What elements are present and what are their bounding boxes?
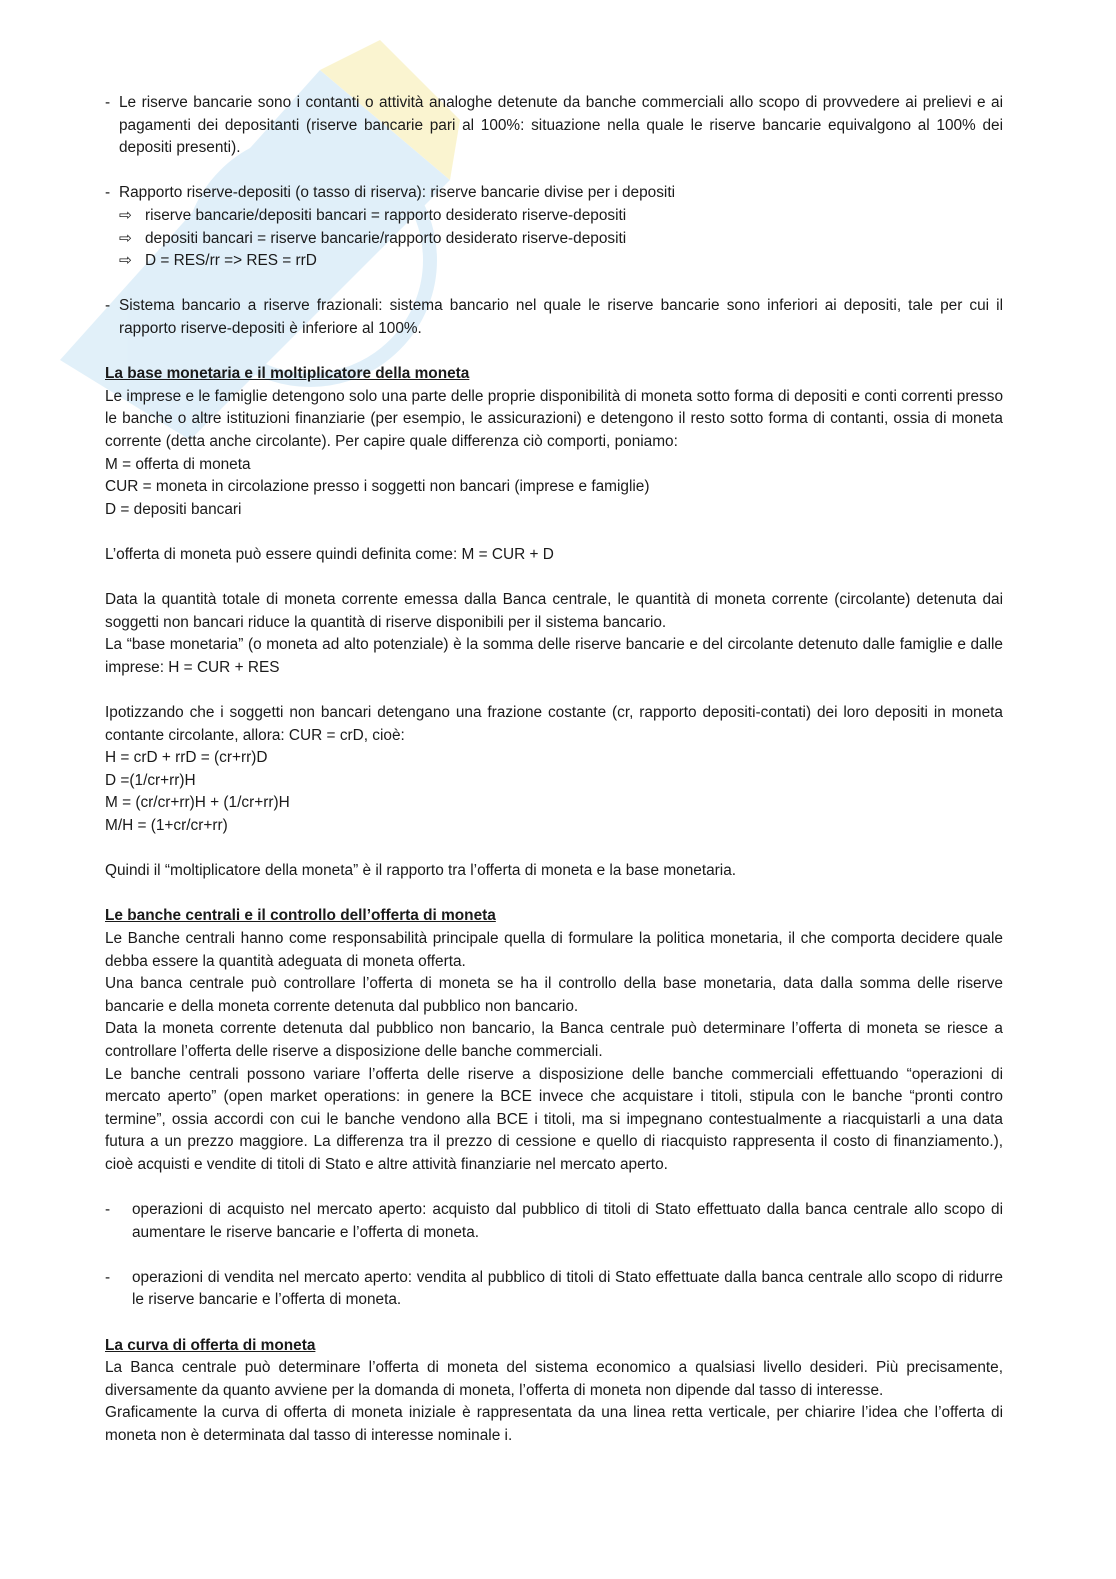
arrow-item: ⇨ depositi bancari = riserve bancarie/rapporto desiderato riserve-depositi — [105, 228, 1003, 251]
paragraph: La “base monetaria” (o moneta ad alto potenziale) è la somma delle riserve bancarie e del circolante detenuto dalle famiglie e dalle imprese: H = CUR + RES — [105, 636, 1003, 676]
formula-line: M/H = (1+cr/cr+rr) — [105, 817, 228, 834]
definition-line: M = offerta di moneta — [105, 455, 251, 473]
paragraph: Data la quantità totale di moneta corrente emessa dalla Banca centrale, le quantità di moneta corrente (circolante) detenuta dai soggetti non bancari riduce la quantità di riserve disponibili per il sistema bancario. — [105, 591, 1003, 631]
paragraph: Data la moneta corrente detenuta dal pubblico non bancario, la Banca centrale può determinare l’offerta di moneta se riesce a controllare l’offerta delle riserve a disposizione delle banche commerciali. — [105, 1020, 1003, 1060]
paragraph: L’offerta di moneta può essere quindi definita come: M = CUR + D — [105, 545, 554, 563]
hollow-right-arrow-icon: ⇨ — [119, 252, 132, 270]
document-page — [105, 92, 1003, 1448]
list-item: - operazioni di acquisto nel mercato aperto: acquisto dal pubblico di titoli di Stato effettuato dalla banca centrale allo scopo di aumentare le riserve bancarie e l’offerta di moneta. — [105, 1199, 1003, 1244]
hollow-right-arrow-icon: ⇨ — [119, 229, 132, 247]
formula-line: H = crD + rrD = (cr+rr)D — [105, 749, 268, 767]
definition-line: D = depositi bancari — [105, 500, 242, 518]
arrow-item: ⇨ riserve bancarie/depositi bancari = rapporto desiderato riserve-depositi — [105, 205, 1003, 228]
paragraph: Quindi il “moltiplicatore della moneta” è il rapporto tra l’offerta di moneta e la base monetaria. — [105, 862, 737, 880]
paragraph: La Banca centrale può determinare l’offerta di moneta del sistema economico a qualsiasi livello desideri. Più precisamente, diversamente da quanto avviene per la domanda di moneta, l’offerta di moneta non dipende dal tasso di interesse. — [105, 1359, 1003, 1399]
arrow-item: ⇨ D = RES/rr => RES = rrD — [105, 250, 1003, 273]
paragraph: Le banche centrali possono variare l’offerta delle riserve a disposizione delle banche commerciali effettuando “operazioni di mercato aperto” (open market operations: in genere la BCE invece che acquistare i titoli, stipula con le banche “pronti contro termine”, ossia accordi con cui le banche vendono alla BCE i titoli, ma si impegnano contestualmente a riacquistarli a una data futura a un prezzo maggiore. La differenza tra il prezzo di cessione e quello di riacquisto rappresenta il costo di finanziamento.), cioè acquisti e vendite di titoli di Stato e altre attività finanziarie nel mercato aperto. — [105, 1065, 1003, 1173]
definition-line: CUR = moneta in circolazione presso i soggetti non bancari (imprese e famiglie) — [105, 478, 650, 496]
fractional-reserve-definition: - Sistema bancario a riserve frazionali: sistema bancario nel quale le riserve bancarie sono inferiori ai depositi, tale per cui il rapporto riserve-depositi è inferiore al 100%. — [105, 295, 1003, 340]
paragraph: Una banca centrale può controllare l’offerta di moneta se ha il controllo della base monetaria, data dalla somma delle riserve bancarie e della moneta corrente detenuta dal pubblico non bancario. — [105, 975, 1003, 1015]
paragraph: Le imprese e le famiglie detengono solo una parte delle proprie disponibilità di moneta sotto forma di depositi e conti correnti presso le banche o altre istituzioni finanziarie (per esempio, le assicurazioni) e detengono il resto sotto forma di contanti, ossia di moneta corrente (detta anche circolante). Per capire quale differenza ciò comporti, poniamo: — [105, 387, 1003, 450]
paragraph: Le Banche centrali hanno come responsabilità principale quella di formulare la politica monetaria, il che comporta decidere quale debba essere la quantità adeguata di moneta offerta. — [105, 929, 1003, 970]
hollow-right-arrow-icon: ⇨ — [119, 206, 132, 224]
reserves-definition: - Le riserve bancarie sono i contanti o attività analoghe detenute da banche commerciali allo scopo di provvedere ai prelievi e ai pagamenti dei depositanti (riserve bancarie pari al 100%: situazione nella quale le riserve bancarie equivalgono al 100% dei depositi presenti). — [105, 92, 1003, 160]
section-heading: La base monetaria e il moltiplicatore della moneta — [105, 365, 470, 383]
reserve-ratio-intro: - Rapporto riserve-depositi (o tasso di riserva): riserve bancarie divise per i depositi — [105, 182, 1003, 205]
list-item: - operazioni di vendita nel mercato aperto: vendita al pubblico di titoli di Stato effettuate dalla banca centrale allo scopo di ridurre le riserve bancarie e l’offerta di moneta. — [105, 1267, 1003, 1312]
paragraph: Ipotizzando che i soggetti non bancari detengano una frazione costante (cr, rapporto depositi-contati) dei loro depositi in moneta contante circolante, allora: CUR = crD, cioè: — [105, 704, 1003, 744]
paragraph: Graficamente la curva di offerta di moneta iniziale è rappresentata da una linea retta verticale, per chiarire l’idea che l’offerta di moneta non è determinata dal tasso di interesse nominale i. — [105, 1404, 1003, 1445]
section-heading: La curva di offerta di moneta — [105, 1336, 316, 1354]
formula-line: D =(1/cr+rr)H — [105, 771, 196, 789]
formula-line: M = (cr/cr+rr)H + (1/cr+rr)H — [105, 794, 290, 812]
section-heading: Le banche centrali e il controllo dell’offerta di moneta — [105, 907, 496, 925]
